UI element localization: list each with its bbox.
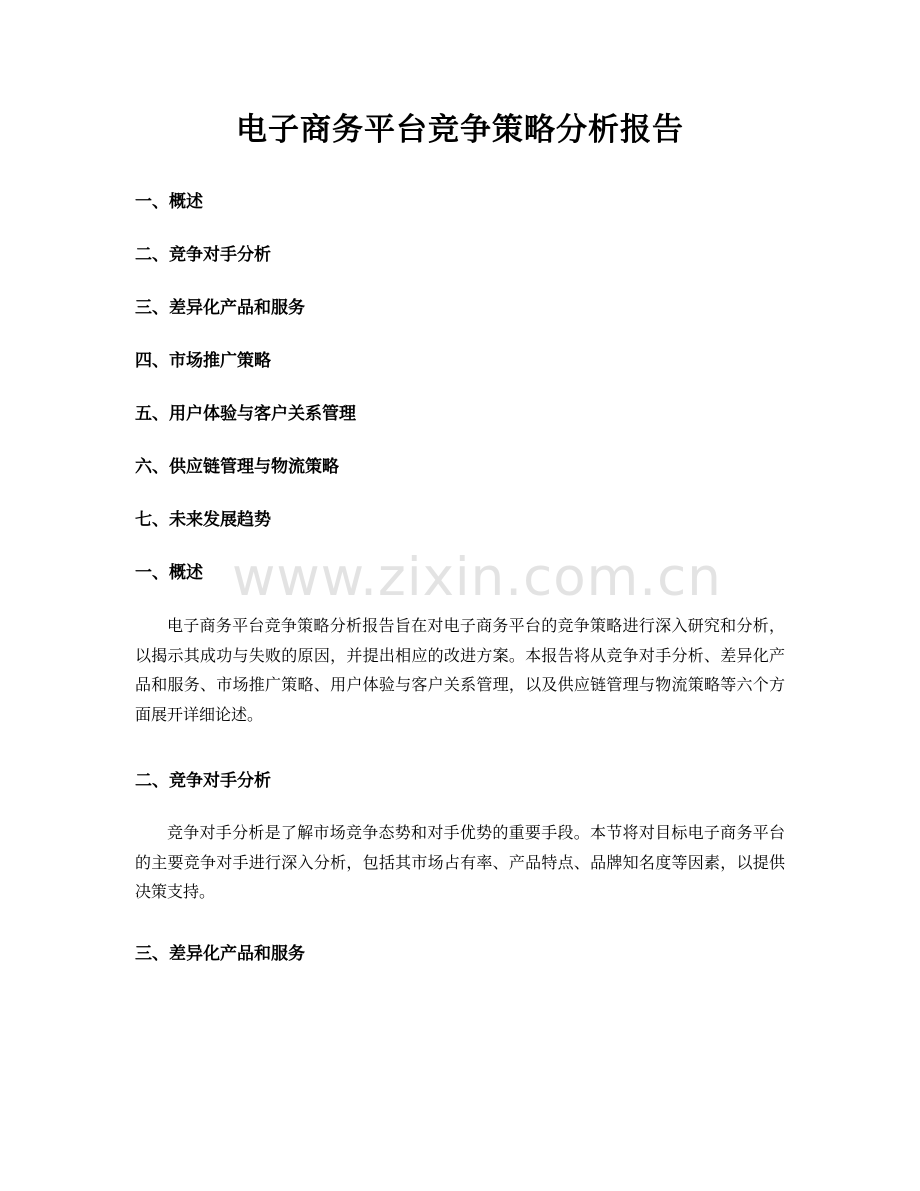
section-body-competitor-analysis: 竞争对手分析是了解市场竞争态势和对手优势的重要手段。本节将对目标电子商务平台的主要竞争对手进行深入分析，包括其市场占有率、产品特点、品牌知名度等因素，以提供决策支持。 — [135, 823, 785, 901]
watermark: www.zixin.com.cn — [232, 547, 722, 608]
section-heading-overview: 一、概述 — [135, 563, 203, 583]
section-heading-differentiated-products: 三、差异化产品和服务 — [135, 944, 305, 964]
toc-item-supply-chain-logistics: 六、供应链管理与物流策略 — [135, 457, 339, 477]
toc-item-user-experience-crm: 五、用户体验与客户关系管理 — [135, 404, 356, 424]
document-title: 电子商务平台竞争策略分析报告 — [236, 112, 684, 148]
section-body-overview: 电子商务平台竞争策略分析报告旨在对电子商务平台的竞争策略进行深入研究和分析，以揭示其成功与失败的原因，并提出相应的改进方案。本报告将从竞争对手分析、差异化产品和服务、市场推广策略、用户体验与客户关系管理，以及供应链管理与物流策略等六个方面展开详细论述。 — [135, 616, 785, 724]
section-heading-competitor-analysis: 二、竞争对手分析 — [135, 771, 271, 791]
toc-item-marketing-strategy: 四、市场推广策略 — [135, 351, 271, 371]
toc-item-differentiated-products: 三、差异化产品和服务 — [135, 298, 305, 318]
toc-item-competitor-analysis: 二、竞争对手分析 — [135, 245, 271, 265]
toc-item-overview: 一、概述 — [135, 192, 203, 212]
toc-item-future-trends: 七、未来发展趋势 — [135, 510, 271, 530]
